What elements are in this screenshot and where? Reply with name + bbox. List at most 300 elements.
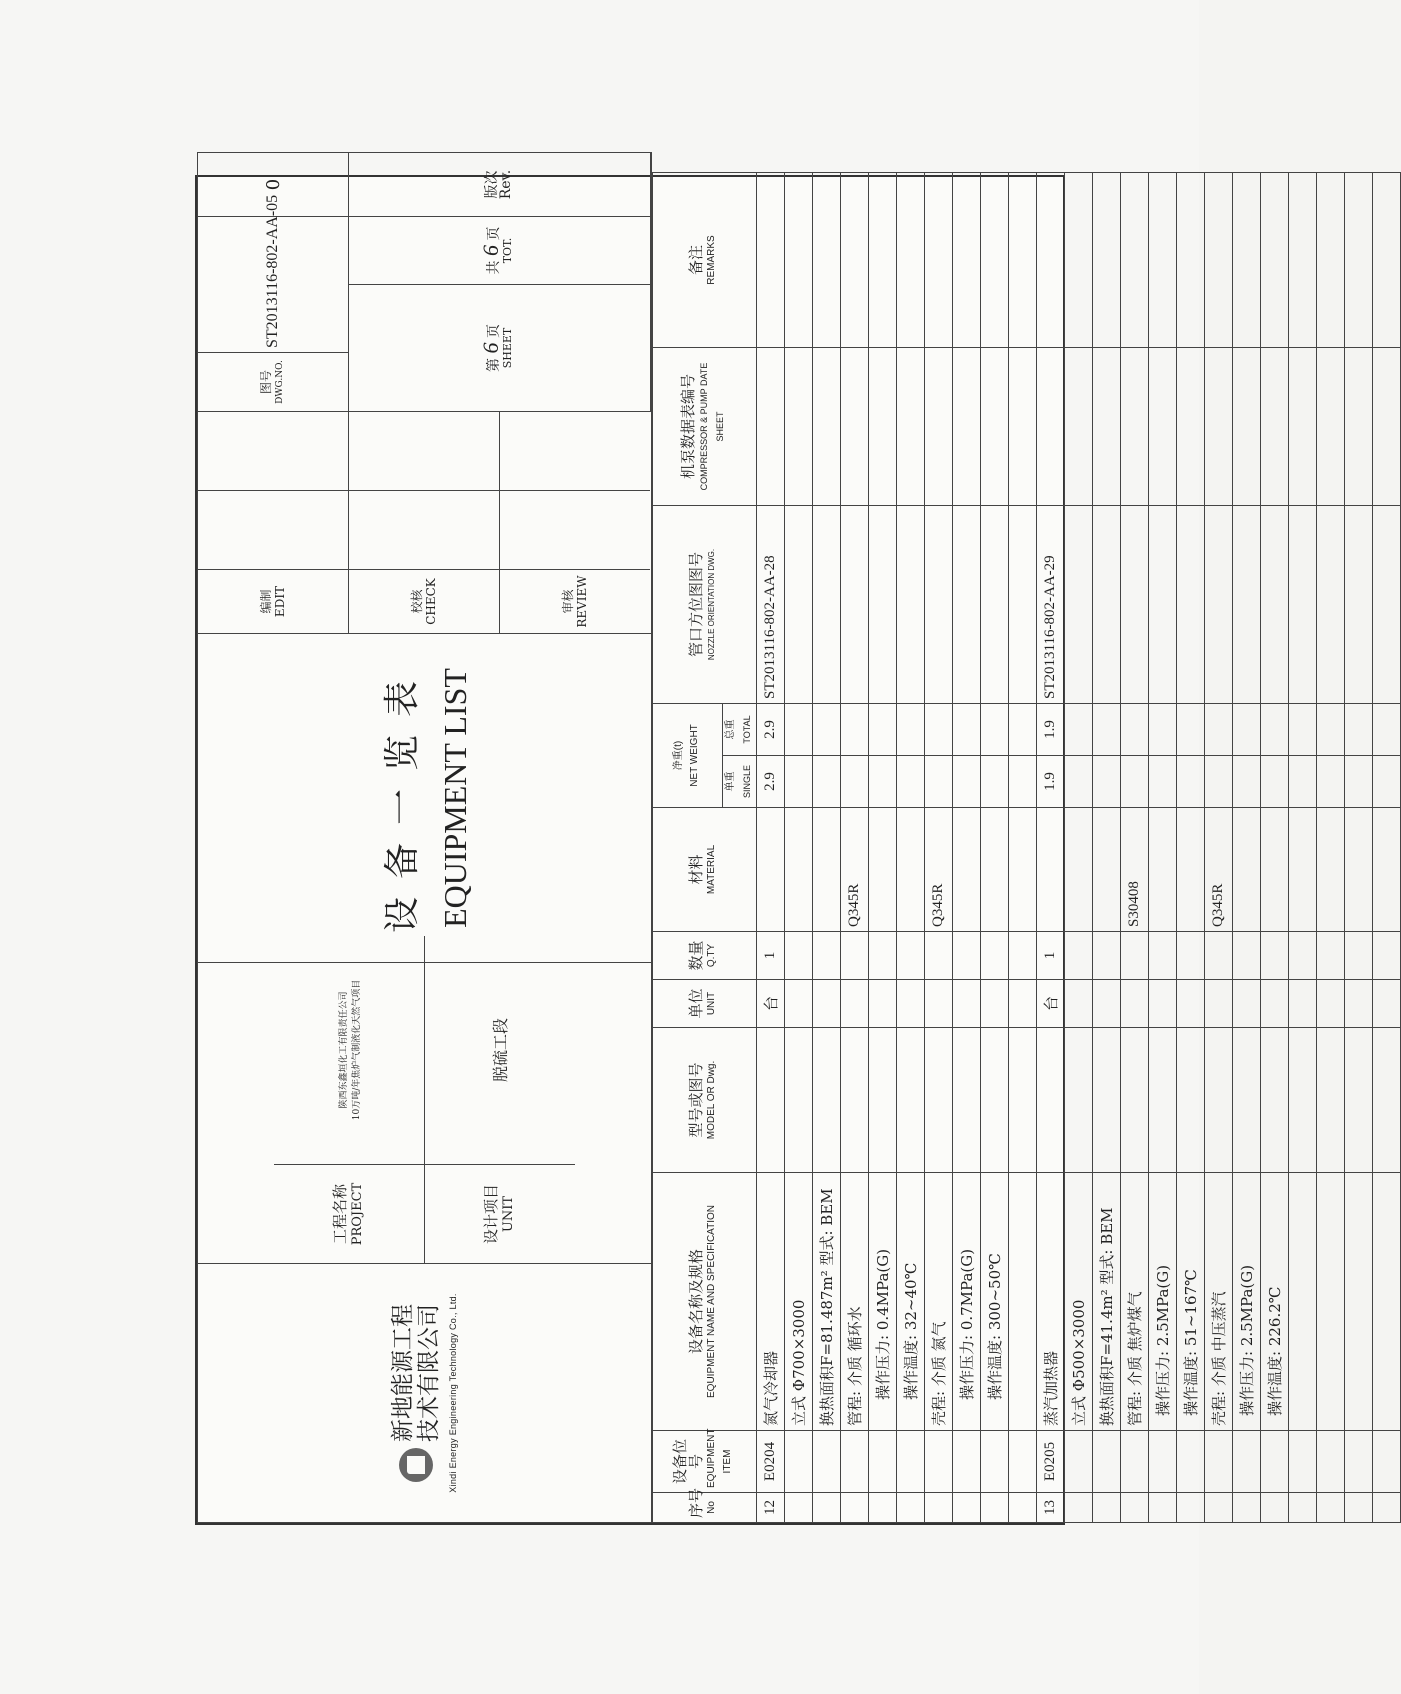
cell-material: [1260, 808, 1288, 932]
cell-no: [1344, 1493, 1372, 1523]
cell-material: [868, 808, 896, 932]
cell-qty: [868, 932, 896, 980]
cell-item: [868, 1431, 896, 1493]
cell-remarks: [1008, 173, 1036, 348]
cell-pump: [1204, 348, 1232, 506]
col-name: 设备名称及规格 EQUIPMENT NAME AND SPECIFICATION: [652, 1173, 756, 1431]
equipment-list-sheet: [195, 169, 1284, 1525]
cell-name: [1008, 1173, 1036, 1431]
cell-material: [896, 808, 924, 932]
col-item: 设备位号 EQUIPMENT ITEM: [652, 1431, 756, 1493]
cell-qty: [1260, 932, 1288, 980]
cell-remarks: [1120, 173, 1148, 348]
cell-single: 2.9: [756, 756, 784, 808]
col-remarks: 备注 REMARKS: [652, 173, 756, 348]
cell-name: 操作温度: 226.2℃: [1260, 1173, 1288, 1431]
review-label: 审核 REVIEW: [500, 570, 651, 634]
cell-unit: [868, 980, 896, 1028]
table-row: [1120, 173, 1148, 1523]
cell-pump: [1232, 348, 1260, 506]
cell-name: 立式 Φ500×3000: [1064, 1173, 1092, 1431]
table-row: [1260, 173, 1288, 1523]
cell-total: [1008, 704, 1036, 756]
cell-model: [1372, 1028, 1400, 1173]
cell-item: [952, 1431, 980, 1493]
title-cell: [198, 634, 652, 963]
cell-total: 1.9: [1036, 704, 1064, 756]
cell-nozzle: [924, 506, 952, 704]
cell-material: [1092, 808, 1120, 932]
cell-unit: [1176, 980, 1204, 1028]
cell-model: [756, 1028, 784, 1173]
cell-nozzle: [1008, 506, 1036, 704]
cell-remarks: [868, 173, 896, 348]
unit-value: 脱硫工段: [424, 936, 575, 1165]
cell-pump: [1092, 348, 1120, 506]
cell-no: [1120, 1493, 1148, 1523]
cell-unit: [840, 980, 868, 1028]
cell-qty: [812, 932, 840, 980]
company-name-en: Xindi Energy Engineering Technology Co., Ltd.: [448, 1293, 459, 1493]
cell-qty: [1176, 932, 1204, 980]
check-sign: [349, 491, 500, 570]
cell-single: [924, 756, 952, 808]
cell-material: Q345R: [840, 808, 868, 932]
edit-date: [198, 412, 349, 491]
cell-remarks: [952, 173, 980, 348]
cell-pump: [784, 348, 812, 506]
cell-single: [896, 756, 924, 808]
rev-label: 版次 Rev.: [349, 153, 651, 217]
table-row: [1288, 173, 1316, 1523]
cell-no: [952, 1493, 980, 1523]
cell-nozzle: [1316, 506, 1344, 704]
cell-single: [1120, 756, 1148, 808]
cell-single: [1092, 756, 1120, 808]
cell-remarks: [1288, 173, 1316, 348]
cell-total: [1288, 704, 1316, 756]
dwg-number: ST2013116-802-AA-05: [198, 217, 349, 353]
cell-name: 操作温度: 32~40℃: [896, 1173, 924, 1431]
edit-label: 编制 EDIT: [198, 570, 349, 634]
cell-item: [1232, 1431, 1260, 1493]
col-nozzle: 管口方位图图号 NOZZLE ORIENTATION DWG.: [652, 506, 756, 704]
review-date: [500, 412, 651, 491]
table-row: [1064, 173, 1092, 1523]
cell-no: [1064, 1493, 1092, 1523]
cell-total: [1372, 704, 1400, 756]
cell-item: [784, 1431, 812, 1493]
cell-remarks: [1260, 173, 1288, 348]
cell-qty: [1092, 932, 1120, 980]
cell-nozzle: [1204, 506, 1232, 704]
cell-nozzle: [1092, 506, 1120, 704]
cell-unit: [1232, 980, 1260, 1028]
cell-remarks: [1036, 173, 1064, 348]
col-weight: 净重(t) NET WEIGHT: [652, 704, 722, 808]
cell-no: [1176, 1493, 1204, 1523]
cell-item: E0205: [1036, 1431, 1064, 1493]
cell-qty: [1204, 932, 1232, 980]
sign-dwg-cell: [198, 153, 652, 634]
cell-nozzle: [952, 506, 980, 704]
cell-item: [1148, 1431, 1176, 1493]
cell-total: [952, 704, 980, 756]
cell-item: [1288, 1431, 1316, 1493]
unit-label: 设计项目 UNIT: [424, 1165, 575, 1264]
table-row: [1316, 173, 1344, 1523]
cell-nozzle: [812, 506, 840, 704]
cell-remarks: [980, 173, 1008, 348]
cell-qty: [1148, 932, 1176, 980]
table-row: [1036, 173, 1064, 1523]
cell-single: [1148, 756, 1176, 808]
cell-qty: 1: [1036, 932, 1064, 980]
title-block: [197, 152, 652, 1523]
cell-unit: [952, 980, 980, 1028]
cell-unit: [1372, 980, 1400, 1028]
cell-no: [1092, 1493, 1120, 1523]
cell-pump: [1260, 348, 1288, 506]
table-row: [1176, 173, 1204, 1523]
cell-name: [1344, 1173, 1372, 1431]
cell-nozzle: [1372, 506, 1400, 704]
cell-nozzle: [1232, 506, 1260, 704]
table-row: [1148, 173, 1176, 1523]
cell-pump: [924, 348, 952, 506]
cell-remarks: [1316, 173, 1344, 348]
cell-single: [1372, 756, 1400, 808]
cell-no: [784, 1493, 812, 1523]
cell-qty: [1232, 932, 1260, 980]
cell-model: [1260, 1028, 1288, 1173]
cell-qty: [896, 932, 924, 980]
cell-material: Q345R: [924, 808, 952, 932]
cell-name: 换热面积F=41.4m² 型式: BEM: [1092, 1173, 1120, 1431]
cell-unit: [1288, 980, 1316, 1028]
cell-single: [1260, 756, 1288, 808]
edit-sign: [198, 491, 349, 570]
cell-single: [1316, 756, 1344, 808]
table-row: [924, 173, 952, 1523]
cell-no: [1316, 1493, 1344, 1523]
cell-unit: [1204, 980, 1232, 1028]
table-body: [756, 173, 1400, 1523]
cell-remarks: [1204, 173, 1232, 348]
cell-remarks: [1064, 173, 1092, 348]
cell-model: [1288, 1028, 1316, 1173]
cell-no: [1260, 1493, 1288, 1523]
cell-remarks: [812, 173, 840, 348]
cell-total: [1260, 704, 1288, 756]
cell-total: [784, 704, 812, 756]
cell-pump: [840, 348, 868, 506]
cell-total: [1316, 704, 1344, 756]
cell-qty: [784, 932, 812, 980]
cell-name: 换热面积F=81.487m² 型式: BEM: [812, 1173, 840, 1431]
cell-nozzle: ST2013116-802-AA-29: [1036, 506, 1064, 704]
cell-item: [1316, 1431, 1344, 1493]
cell-total: [1232, 704, 1260, 756]
cell-model: [896, 1028, 924, 1173]
cell-total: [896, 704, 924, 756]
cell-no: [924, 1493, 952, 1523]
col-pump: 机泵数据表编号 COMPRESSOR & PUMP DATE SHEET: [652, 348, 756, 506]
cell-single: [980, 756, 1008, 808]
cell-unit: [1064, 980, 1092, 1028]
table-row: [1092, 173, 1120, 1523]
cell-name: 操作压力: 0.7MPa(G): [952, 1173, 980, 1431]
cell-single: [868, 756, 896, 808]
table-row: [868, 173, 896, 1523]
cell-qty: [924, 932, 952, 980]
cell-total: [1344, 704, 1372, 756]
cell-item: [1344, 1431, 1372, 1493]
cell-model: [1064, 1028, 1092, 1173]
cell-single: [840, 756, 868, 808]
cell-remarks: [1148, 173, 1176, 348]
cell-material: [1372, 808, 1400, 932]
cell-item: [1092, 1431, 1120, 1493]
cell-material: [812, 808, 840, 932]
cell-pump: [1064, 348, 1092, 506]
cell-name: 操作温度: 51~167℃: [1176, 1173, 1204, 1431]
table-row: [784, 173, 812, 1523]
table-row: [896, 173, 924, 1523]
cell-nozzle: [1288, 506, 1316, 704]
cell-pump: [1372, 348, 1400, 506]
cell-pump: [756, 348, 784, 506]
cell-model: [1120, 1028, 1148, 1173]
company-cell: [198, 1264, 652, 1523]
cell-pump: [1148, 348, 1176, 506]
table-row: [1204, 173, 1232, 1523]
review-sign: [500, 491, 651, 570]
cell-remarks: [1092, 173, 1120, 348]
cell-nozzle: [980, 506, 1008, 704]
cell-item: E0204: [756, 1431, 784, 1493]
cell-name: [1288, 1173, 1316, 1431]
cell-material: [1064, 808, 1092, 932]
cell-item: [896, 1431, 924, 1493]
cell-single: [1064, 756, 1092, 808]
cell-unit: [812, 980, 840, 1028]
sheet-number: 第 6 页 SHEET: [349, 285, 651, 412]
project-unit-cell: [198, 963, 652, 1264]
cell-qty: [1008, 932, 1036, 980]
cell-nozzle: [784, 506, 812, 704]
cell-remarks: [784, 173, 812, 348]
cell-unit: [1316, 980, 1344, 1028]
cell-total: [868, 704, 896, 756]
cell-model: [1316, 1028, 1344, 1173]
company-name-cn-2: 技术有限公司: [416, 1304, 443, 1442]
cell-name: 壳程: 介质 中压蒸汽: [1204, 1173, 1232, 1431]
cell-no: [1204, 1493, 1232, 1523]
equipment-table: [652, 172, 1401, 1523]
cell-qty: [1372, 932, 1400, 980]
cell-name: 操作温度: 300~50℃: [980, 1173, 1008, 1431]
cell-item: [1204, 1431, 1232, 1493]
cell-total: [1148, 704, 1176, 756]
cell-remarks: [1344, 173, 1372, 348]
cell-model: [1036, 1028, 1064, 1173]
total-sheets: 共 6 页 TOT.: [349, 217, 651, 285]
cell-single: [1288, 756, 1316, 808]
cell-material: [1288, 808, 1316, 932]
title-en: EQUIPMENT LIST: [437, 668, 474, 928]
cell-material: [1008, 808, 1036, 932]
col-no: 序号 No: [652, 1493, 756, 1523]
cell-model: [812, 1028, 840, 1173]
cell-model: [924, 1028, 952, 1173]
cell-nozzle: [840, 506, 868, 704]
cell-material: [952, 808, 980, 932]
cell-model: [1344, 1028, 1372, 1173]
cell-nozzle: [868, 506, 896, 704]
cell-pump: [1176, 348, 1204, 506]
cell-total: [1204, 704, 1232, 756]
cell-remarks: [756, 173, 784, 348]
cell-pump: [812, 348, 840, 506]
col-single: 单重 SINGLE: [722, 756, 756, 808]
cell-unit: [980, 980, 1008, 1028]
cell-item: [1008, 1431, 1036, 1493]
cell-no: [868, 1493, 896, 1523]
cell-total: [1176, 704, 1204, 756]
col-unit: 单位 UNIT: [652, 980, 756, 1028]
cell-unit: [924, 980, 952, 1028]
cell-single: [812, 756, 840, 808]
cell-qty: [980, 932, 1008, 980]
cell-unit: [784, 980, 812, 1028]
cell-name: 蒸汽加热器: [1036, 1173, 1064, 1431]
cell-item: [812, 1431, 840, 1493]
project-label: 工程名称 PROJECT: [274, 1165, 425, 1264]
cell-single: 1.9: [1036, 756, 1064, 808]
cell-unit: 台: [756, 980, 784, 1028]
cell-pump: [1008, 348, 1036, 506]
cell-pump: [952, 348, 980, 506]
table-row: [756, 173, 784, 1523]
rev-value: 0: [198, 153, 349, 217]
table-row: [952, 173, 980, 1523]
cell-unit: [1008, 980, 1036, 1028]
cell-nozzle: ST2013116-802-AA-28: [756, 506, 784, 704]
cell-nozzle: [896, 506, 924, 704]
project-value: 陕西东鑫垣化工有限责任公司 10万吨/年焦炉气制液化天然气项目: [274, 936, 425, 1165]
col-total: 总重 TOTAL: [722, 704, 756, 756]
cell-no: [896, 1493, 924, 1523]
cell-total: [924, 704, 952, 756]
cell-item: [980, 1431, 1008, 1493]
cell-single: [784, 756, 812, 808]
cell-model: [840, 1028, 868, 1173]
cell-single: [952, 756, 980, 808]
cell-no: [840, 1493, 868, 1523]
cell-item: [924, 1431, 952, 1493]
cell-nozzle: [1176, 506, 1204, 704]
cell-nozzle: [1344, 506, 1372, 704]
cell-pump: [1120, 348, 1148, 506]
cell-item: [1260, 1431, 1288, 1493]
cell-item: [1064, 1431, 1092, 1493]
cell-pump: [896, 348, 924, 506]
cell-unit: [1148, 980, 1176, 1028]
cell-total: [840, 704, 868, 756]
cell-qty: 1: [756, 932, 784, 980]
cell-remarks: [1176, 173, 1204, 348]
cell-name: [1316, 1173, 1344, 1431]
cell-material: [784, 808, 812, 932]
cell-remarks: [840, 173, 868, 348]
cell-no: [1232, 1493, 1260, 1523]
column-header-row: [652, 173, 722, 1523]
cell-nozzle: [1064, 506, 1092, 704]
cell-model: [1232, 1028, 1260, 1173]
cell-unit: 台: [1036, 980, 1064, 1028]
cell-material: [1148, 808, 1176, 932]
cell-remarks: [896, 173, 924, 348]
table-row: [1232, 173, 1260, 1523]
cell-pump: [1316, 348, 1344, 506]
company-logo-icon: [399, 1448, 433, 1482]
table-row: [980, 173, 1008, 1523]
cell-model: [1148, 1028, 1176, 1173]
col-model: 型号或图号 MODEL OR Dwg.: [652, 1028, 756, 1173]
cell-no: [812, 1493, 840, 1523]
cell-model: [1176, 1028, 1204, 1173]
cell-name: 操作压力: 2.5MPa(G): [1148, 1173, 1176, 1431]
cell-material: [1176, 808, 1204, 932]
cell-no: [1288, 1493, 1316, 1523]
cell-no: 12: [756, 1493, 784, 1523]
cell-remarks: [1372, 173, 1400, 348]
table-row: [812, 173, 840, 1523]
cell-model: [784, 1028, 812, 1173]
cell-no: [980, 1493, 1008, 1523]
cell-unit: [1120, 980, 1148, 1028]
cell-material: [1316, 808, 1344, 932]
cell-total: [1064, 704, 1092, 756]
table-row: [840, 173, 868, 1523]
cell-qty: [1288, 932, 1316, 980]
cell-qty: [1316, 932, 1344, 980]
cell-pump: [980, 348, 1008, 506]
cell-single: [1204, 756, 1232, 808]
company-name-cn-1: 新地能源工程: [390, 1304, 417, 1442]
cell-pump: [1344, 348, 1372, 506]
cell-no: [1008, 1493, 1036, 1523]
cell-pump: [1036, 348, 1064, 506]
cell-name: 操作压力: 2.5MPa(G): [1232, 1173, 1260, 1431]
cell-item: [1372, 1431, 1400, 1493]
cell-model: [1092, 1028, 1120, 1173]
col-material: 材料 MATERIAL: [652, 808, 756, 932]
table-row: [1372, 173, 1400, 1523]
cell-unit: [1344, 980, 1372, 1028]
cell-remarks: [924, 173, 952, 348]
cell-single: [1344, 756, 1372, 808]
cell-nozzle: [1148, 506, 1176, 704]
cell-name: 壳程: 介质 氮气: [924, 1173, 952, 1431]
check-date: [349, 412, 500, 491]
cell-material: [980, 808, 1008, 932]
cell-item: [1120, 1431, 1148, 1493]
cell-total: [812, 704, 840, 756]
cell-no: 13: [1036, 1493, 1064, 1523]
cell-unit: [1260, 980, 1288, 1028]
